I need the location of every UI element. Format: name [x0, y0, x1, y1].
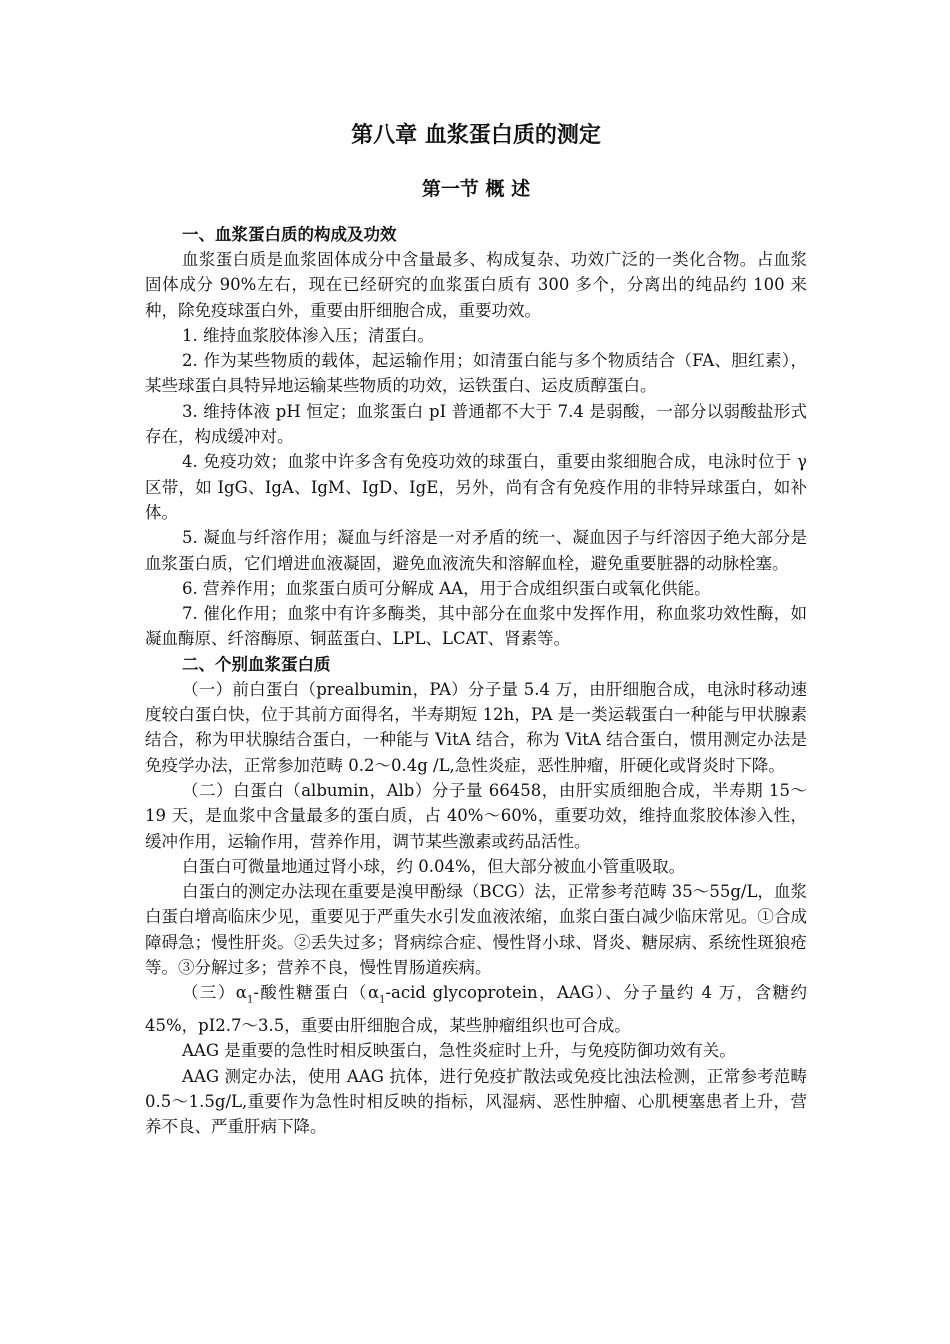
function-item-5: 5. 凝血与纤溶作用；凝血与纤溶是一对矛盾的统一、凝血因子与纤溶因子绝大部分是血浆蛋白质，它们增进血液凝固，避免血液流失和溶解血栓，避免重要脏器的动脉栓塞。: [145, 528, 807, 573]
subscript-1b: 1: [379, 994, 386, 1006]
paragraph-aag-acute: AAG 是重要的急性时相反映蛋白，急性炎症时上升，与免疫防御功效有关。: [182, 1041, 736, 1061]
function-item-6: 6. 营养作用；血浆蛋白质可分解成 AA，用于合成组织蛋白或氧化供能。: [182, 578, 711, 598]
function-item-4: 4. 免疫功效；血浆中许多含有免疫功效的球蛋白，重要由浆细胞合成，电泳时位于 γ 区带，如 IgG、IgA、IgM、IgD、IgE，另外，尚有含有免疫作用的非特异球蛋白，如补体。: [145, 452, 807, 522]
heading-composition-function: 一、血浆蛋白质的构成及功效: [182, 225, 397, 244]
document-body: [145, 118, 807, 1139]
paragraph-aag-method: AAG 测定办法，使用 AAG 抗体，进行免疫扩散法或免疫比浊法检测，正常参考范畴 0.5～1.5g/L,重要作为急性时相反映的指标，风湿病、恶性肿瘤、心肌梗塞患者上升，营养不良、严重肝病下降。: [145, 1066, 807, 1137]
function-item-2: 2. 作为某些物质的载体，起运输作用；如清蛋白能与多个物质结合（FA、胆红素），某些球蛋白具特异地运输某些物质的功效，运铁蛋白、运皮质醇蛋白。: [145, 351, 807, 396]
paragraph-albumin-method: 白蛋白的测定办法现在重要是溴甲酚绿（BCG）法，正常参考范畴 35～55g/L，血浆白蛋白增高临床少见，重要见于严重失水引发血液浓缩，血浆白蛋白减少临床常见。①合成障碍急；慢性肝炎。②丢失过多；肾病综合症、慢性肾小球、肾炎、糖尿病、系统性斑狼疮等。③分解过多；营养不良，慢性胃肠道疾病。: [145, 882, 807, 978]
subscript-1: 1: [246, 994, 254, 1006]
paragraph-intro: 血浆蛋白质是血浆固体成分中含量最多、构成复杂、功效广泛的一类化合物。占血浆固体成分 90%左右，现在已经研究的血浆蛋白质有 300 多个，分离出的纯品约 100 来种，除免疫球蛋白外，重要由肝细胞合成，重要功效。: [145, 250, 807, 320]
aag-text-c: -acid glycoprotein，AAG）、分子量约 4 万，含糖约 45%，pI2.7～3.5，重要由肝细胞合成，某些肿瘤组织也可合成。: [145, 983, 807, 1035]
function-item-1: 1. 维持血浆胶体渗入压；清蛋白。: [182, 325, 434, 345]
chapter-title: 第八章 血浆蛋白质的测定: [351, 123, 601, 148]
paragraph-albumin: （二）白蛋白（albumin，Alb）分子量 66458，由肝实质细胞合成，半寿期 15～19 天，是血浆中含量最多的蛋白质，占 40%～60%，重要功效，维持血浆胶体渗入性，缓冲作用，运输作用，营养作用，调节某些激素或药品活性。: [145, 780, 807, 851]
paragraph-aag: [145, 980, 807, 1038]
paragraph-prealbumin: （一）前白蛋白（prealbumin，PA）分子量 5.4 万，由肝细胞合成，电泳时移动速度较白蛋白快，位于其前方面得名，半寿期短 12h，PA 是一类运载蛋白一种能与甲状腺素结合，称为甲状腺结合蛋白，一种能与 VitA 结合，称为 VitA 结合蛋白，惯用测定办法是免疫学办法，正常参加范畴 0.2～0.4g /L,急性炎症，恶性肿瘤，肝硬化或肾炎时下降。: [145, 679, 807, 775]
heading-individual-proteins: 二、个别血浆蛋白质: [182, 654, 331, 674]
aag-text-a: （三）α: [182, 983, 247, 1003]
paragraph-albumin-renal: 白蛋白可微量地通过肾小球，约 0.04%，但大部分被血小管重吸取。: [182, 856, 686, 876]
section-title: 第一节 概 述: [421, 178, 531, 200]
function-item-7: 7. 催化作用；血浆中有许多酶类，其中部分在血浆中发挥作用，称血浆功效性酶，如凝血酶原、纤溶酶原、铜蓝蛋白、LPL、LCAT、肾素等。: [145, 604, 807, 649]
function-item-3: 3. 维持体液 pH 恒定；血浆蛋白 pI 普通都不大于 7.4 是弱酸，一部分以弱酸盐形式存在，构成缓冲对。: [145, 401, 807, 447]
aag-text-b: -酸性糖蛋白（α: [253, 983, 380, 1003]
